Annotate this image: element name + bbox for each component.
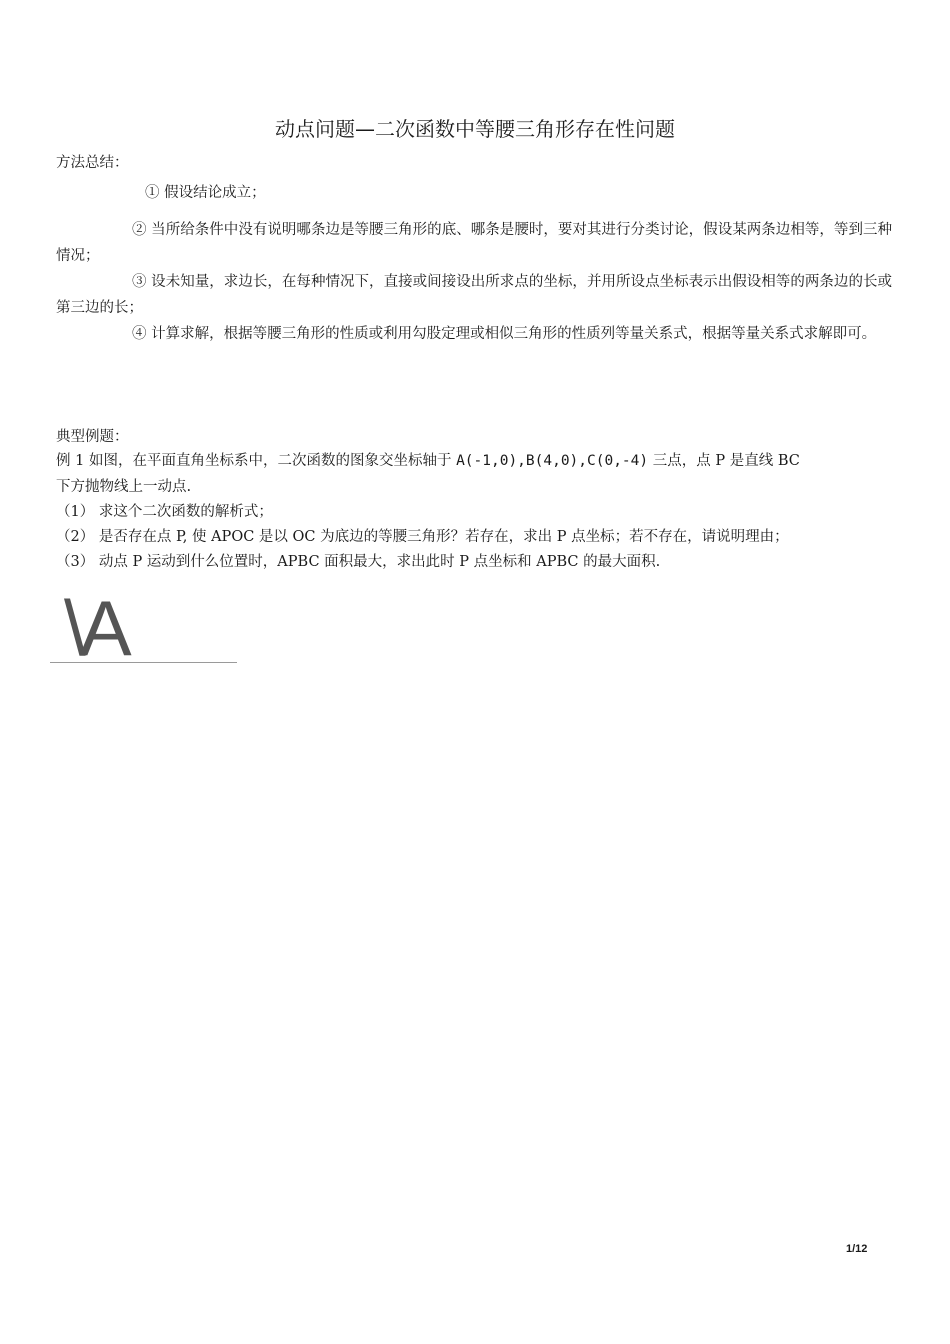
question-2: （2） 是否存在点 P, 使 APOC 是以 OC 为底边的等腰三角形？若存在，求出 P 点坐标；若不存在，请说明理由； (56, 529, 789, 545)
method-step-4: ④ 计算求解，根据等腰三角形的性质或利用勾股定理或相似三角形的性质列等量关系式，根据等量关系式求解即可。 (132, 326, 877, 342)
method-step-1: ① 假设结论成立； (145, 185, 266, 201)
example-heading: 典型例题： (56, 429, 129, 445)
page-number: 1/12 (846, 1243, 868, 1255)
method-step-2: ② 当所给条件中没有说明哪条边是等腰三角形的底、哪条是腰时，要对其进行分类讨论，假设某两条边相等，等到三种情况； (56, 222, 892, 264)
figure-baseline (50, 662, 237, 663)
question-3: （3） 动点 P 运动到什么位置时，APBC 面积最大，求出此时 P 点坐标和 APBC 的最大面积. (56, 554, 661, 570)
figure-label: \A (64, 584, 126, 672)
question-1: （1） 求这个二次函数的解析式； (56, 504, 273, 520)
example-line-1-text: 例 1 如图，在平面直角坐标系中，二次函数的图象交坐标轴于 (56, 453, 457, 469)
example-line-1 (56, 451, 800, 471)
method-heading: 方法总结： (56, 155, 129, 171)
example-coordinates: A(-1,0),B(4,0),C(0,-4) (456, 453, 649, 469)
example-line-1-tail: 三点，点 P 是直线 BC (648, 453, 800, 469)
page-title: 动点问题—二次函数中等腰三角形存在性问题 (275, 117, 675, 141)
method-step-3: ③ 设未知量，求边长，在每种情况下，直接或间接设出所求点的坐标，并用所设点坐标表示出假设相等的两条边的长或第三边的长； (56, 274, 892, 316)
example-line-2: 下方抛物线上一动点. (56, 479, 192, 495)
